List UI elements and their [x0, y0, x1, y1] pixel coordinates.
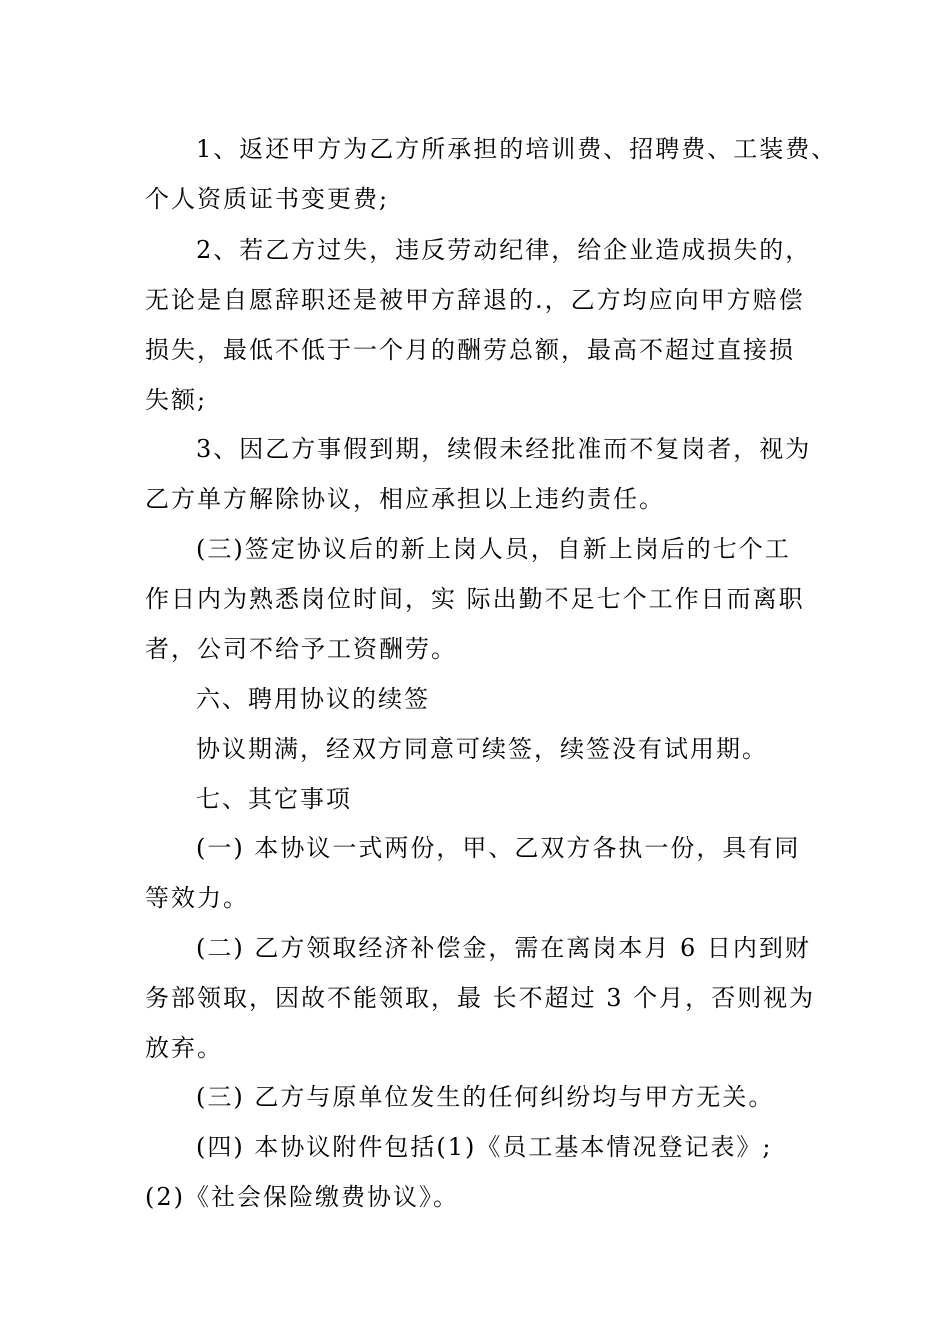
text-line: 务部领取，因故不能领取，最 长不超过 3 个月，否则视为	[145, 984, 816, 1012]
text-line: 3、因乙方事假到期，续假未经批准而不复岗者，视为	[196, 435, 812, 463]
text-line: 等效力。	[145, 884, 249, 912]
text-line: 作日内为熟悉岗位时间，实 际出勤不足七个工作日而离职	[145, 585, 805, 613]
section-heading: 六、聘用协议的续签	[196, 685, 430, 713]
section-heading: 七、其它事项	[196, 785, 352, 813]
text-line: 损失，最低不低于一个月的酬劳总额，最高不超过直接损	[145, 336, 795, 364]
text-line: 失额;	[145, 386, 208, 414]
text-line: 放弃。	[145, 1034, 223, 1062]
text-line: 1、返还甲方为乙方所承担的培训费、招聘费、工装费、	[196, 135, 838, 163]
text-line: 无论是自愿辞职还是被甲方辞退的.，乙方均应向甲方赔偿	[145, 286, 805, 314]
text-line: (三)签定协议后的新上岗人员，自新上岗后的七个工	[196, 535, 791, 563]
text-line: (2)《社会保险缴费协议》。	[145, 1183, 459, 1211]
text-line: 个人资质证书变更费;	[145, 185, 390, 213]
text-line: (一) 本协议一式两份，甲、乙双方各执一份，具有同	[196, 834, 801, 862]
text-line: 2、若乙方过失，违反劳动纪律，给企业造成损失的，	[196, 236, 812, 264]
text-line: (四) 本协议附件包括(1)《员工基本情况登记表》;	[196, 1133, 773, 1161]
text-line: (三) 乙方与原单位发生的任何纠纷均与甲方无关。	[196, 1083, 775, 1111]
text-line: 乙方单方解除协议，相应承担以上违约责任。	[145, 485, 665, 513]
text-line: 者，公司不给予工资酬劳。	[145, 635, 457, 663]
text-line: (二) 乙方领取经济补偿金，需在离岗本月 6 日内到财	[196, 934, 811, 962]
text-line: 协议期满，经双方同意可续签，续签没有试用期。	[196, 735, 768, 763]
